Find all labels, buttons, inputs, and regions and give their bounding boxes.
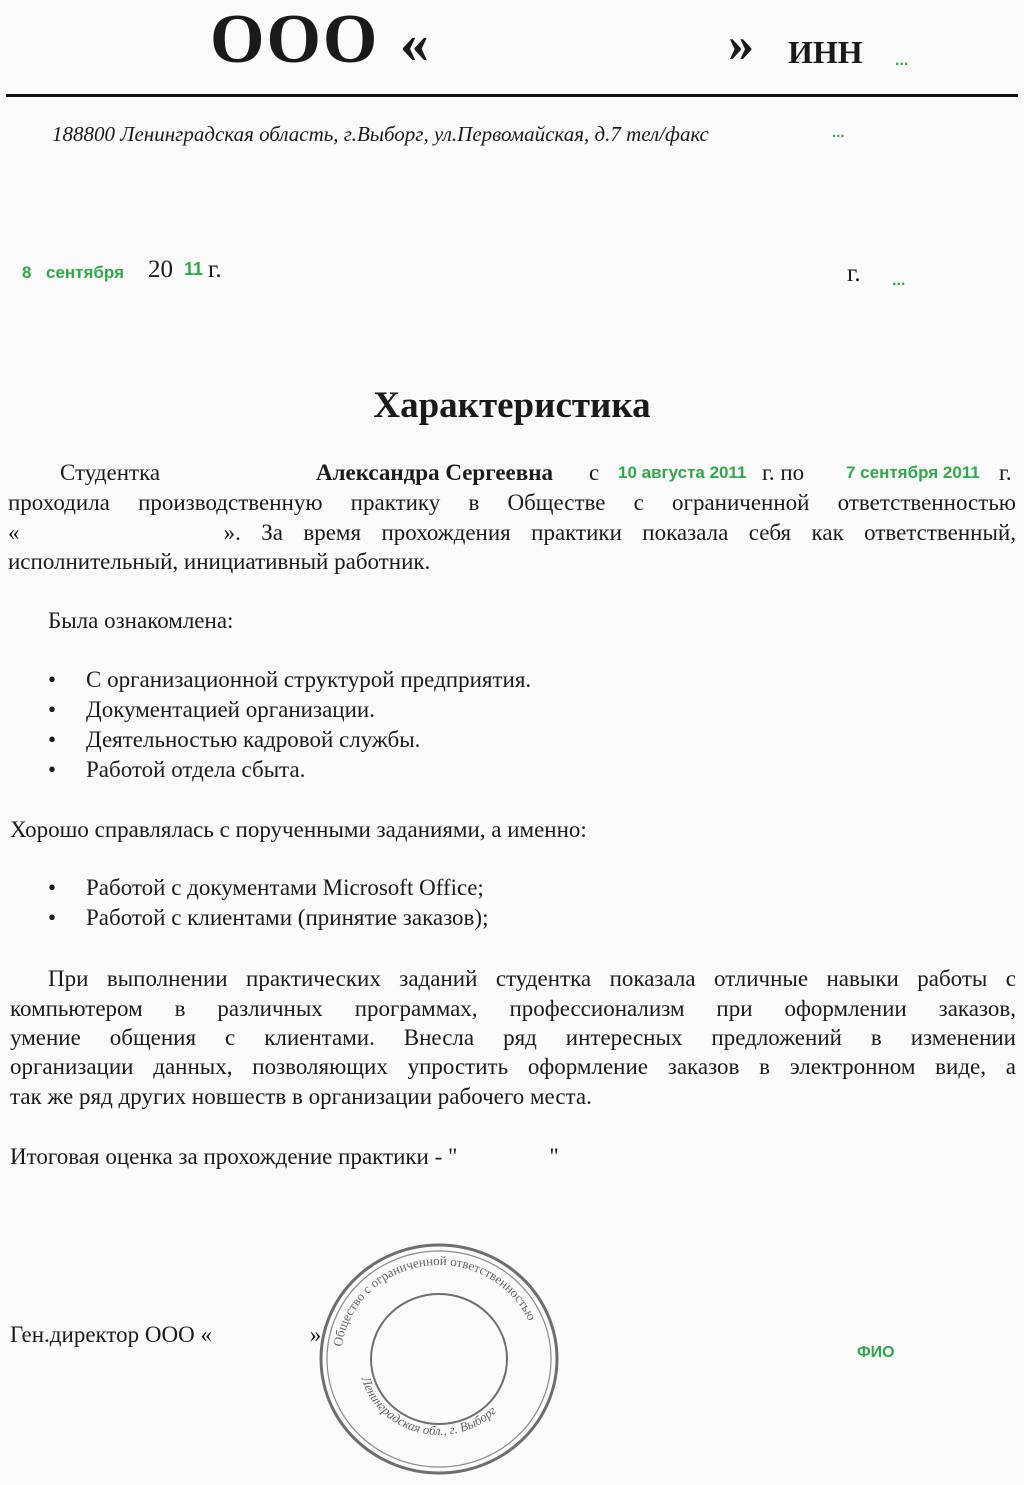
stamp-outer-text: Общество с ограниченной ответственностью — [329, 1252, 540, 1348]
signature-label: Ген.директор ООО « » — [10, 1322, 322, 1347]
list-item: • Работой с клиентами (принятие заказов); — [48, 903, 488, 933]
city-prefix: г. — [847, 260, 861, 287]
org-address: 188800 Ленинградская область, г.Выборг, ул.Первомайская, д.7 тел/факс — [52, 122, 709, 146]
org-name-quote-close: » — [728, 16, 754, 73]
paragraph3-line2: компьютером в различных программах, профессионализм при оформлении заказов, — [10, 996, 1016, 1021]
student-label: Студентка — [60, 460, 161, 485]
date-to: 7 сентября 2011 — [846, 463, 980, 482]
date-year-suffix: 11 — [184, 259, 204, 279]
phone-value: ... — [832, 124, 845, 141]
acquainted-list — [48, 665, 531, 785]
signature-fio: ФИО — [857, 1344, 895, 1361]
org-name-quote-open: « — [400, 10, 429, 75]
city-value: ... — [892, 272, 906, 289]
stamp-outer-ring — [321, 1245, 557, 1473]
paragraph3-line4: организации данных, позволяющих упростить оформление заказов в электронном виде, а — [10, 1054, 1016, 1079]
org-prefix: ООО — [210, 1, 380, 78]
acquainted-heading: Была ознакомлена: — [48, 608, 234, 633]
paragraph3-line3: умение общения с клиентами. Внесла ряд интересных предложений в изменении — [10, 1025, 1016, 1050]
paragraph1-line2: проходила производственную практику в Обществе с ограниченной ответственностью — [8, 490, 1016, 515]
date-year-unit: г. — [208, 256, 222, 283]
list-item: • С организационной структурой предприятия. — [48, 665, 531, 695]
list-item: • Работой отдела сбыта. — [48, 755, 531, 785]
date-month: сентября — [46, 263, 125, 282]
stamp-inner-ring — [371, 1294, 507, 1424]
student-name: Александра Сергеевна — [316, 460, 553, 485]
end-label: г. — [999, 460, 1012, 485]
to-label: г. по — [762, 460, 805, 485]
date-year-prefix: 20 — [148, 256, 173, 283]
inn-value: ... — [895, 52, 909, 69]
list-item: • Деятельностью кадровой службы. — [48, 725, 531, 755]
document-title: Характеристика — [373, 385, 651, 426]
paragraph1-line3: « ». За время прохождения практики показала себя как ответственный, — [8, 520, 1016, 545]
stamp-inner-text: Ленинградская обл., г. Выборг — [358, 1374, 499, 1439]
list-item: • Работой с документами Microsoft Office; — [48, 873, 488, 903]
list-item: • Документацией организации. — [48, 695, 531, 725]
paragraph3-line5: так же ряд других новшеств в организации рабочего места. — [10, 1084, 592, 1109]
date-from: 10 августа 2011 — [618, 463, 747, 482]
from-label: с — [589, 460, 600, 485]
header-divider — [6, 94, 1018, 97]
date-day: 8 — [22, 263, 32, 282]
paragraph1-line4: исполнительный, инициативный работник. — [8, 549, 431, 574]
paragraph3-line1: При выполнении практических заданий студентка показала отличные навыки работы с — [48, 966, 1016, 991]
tasks-list — [48, 873, 488, 933]
inn-label: ИНН — [788, 34, 863, 70]
tasks-heading: Хорошо справлялась с порученными заданиями, а именно: — [10, 817, 587, 842]
company-stamp — [316, 1240, 562, 1478]
final-grade-line: Итоговая оценка за прохождение практики - " " — [10, 1144, 559, 1169]
